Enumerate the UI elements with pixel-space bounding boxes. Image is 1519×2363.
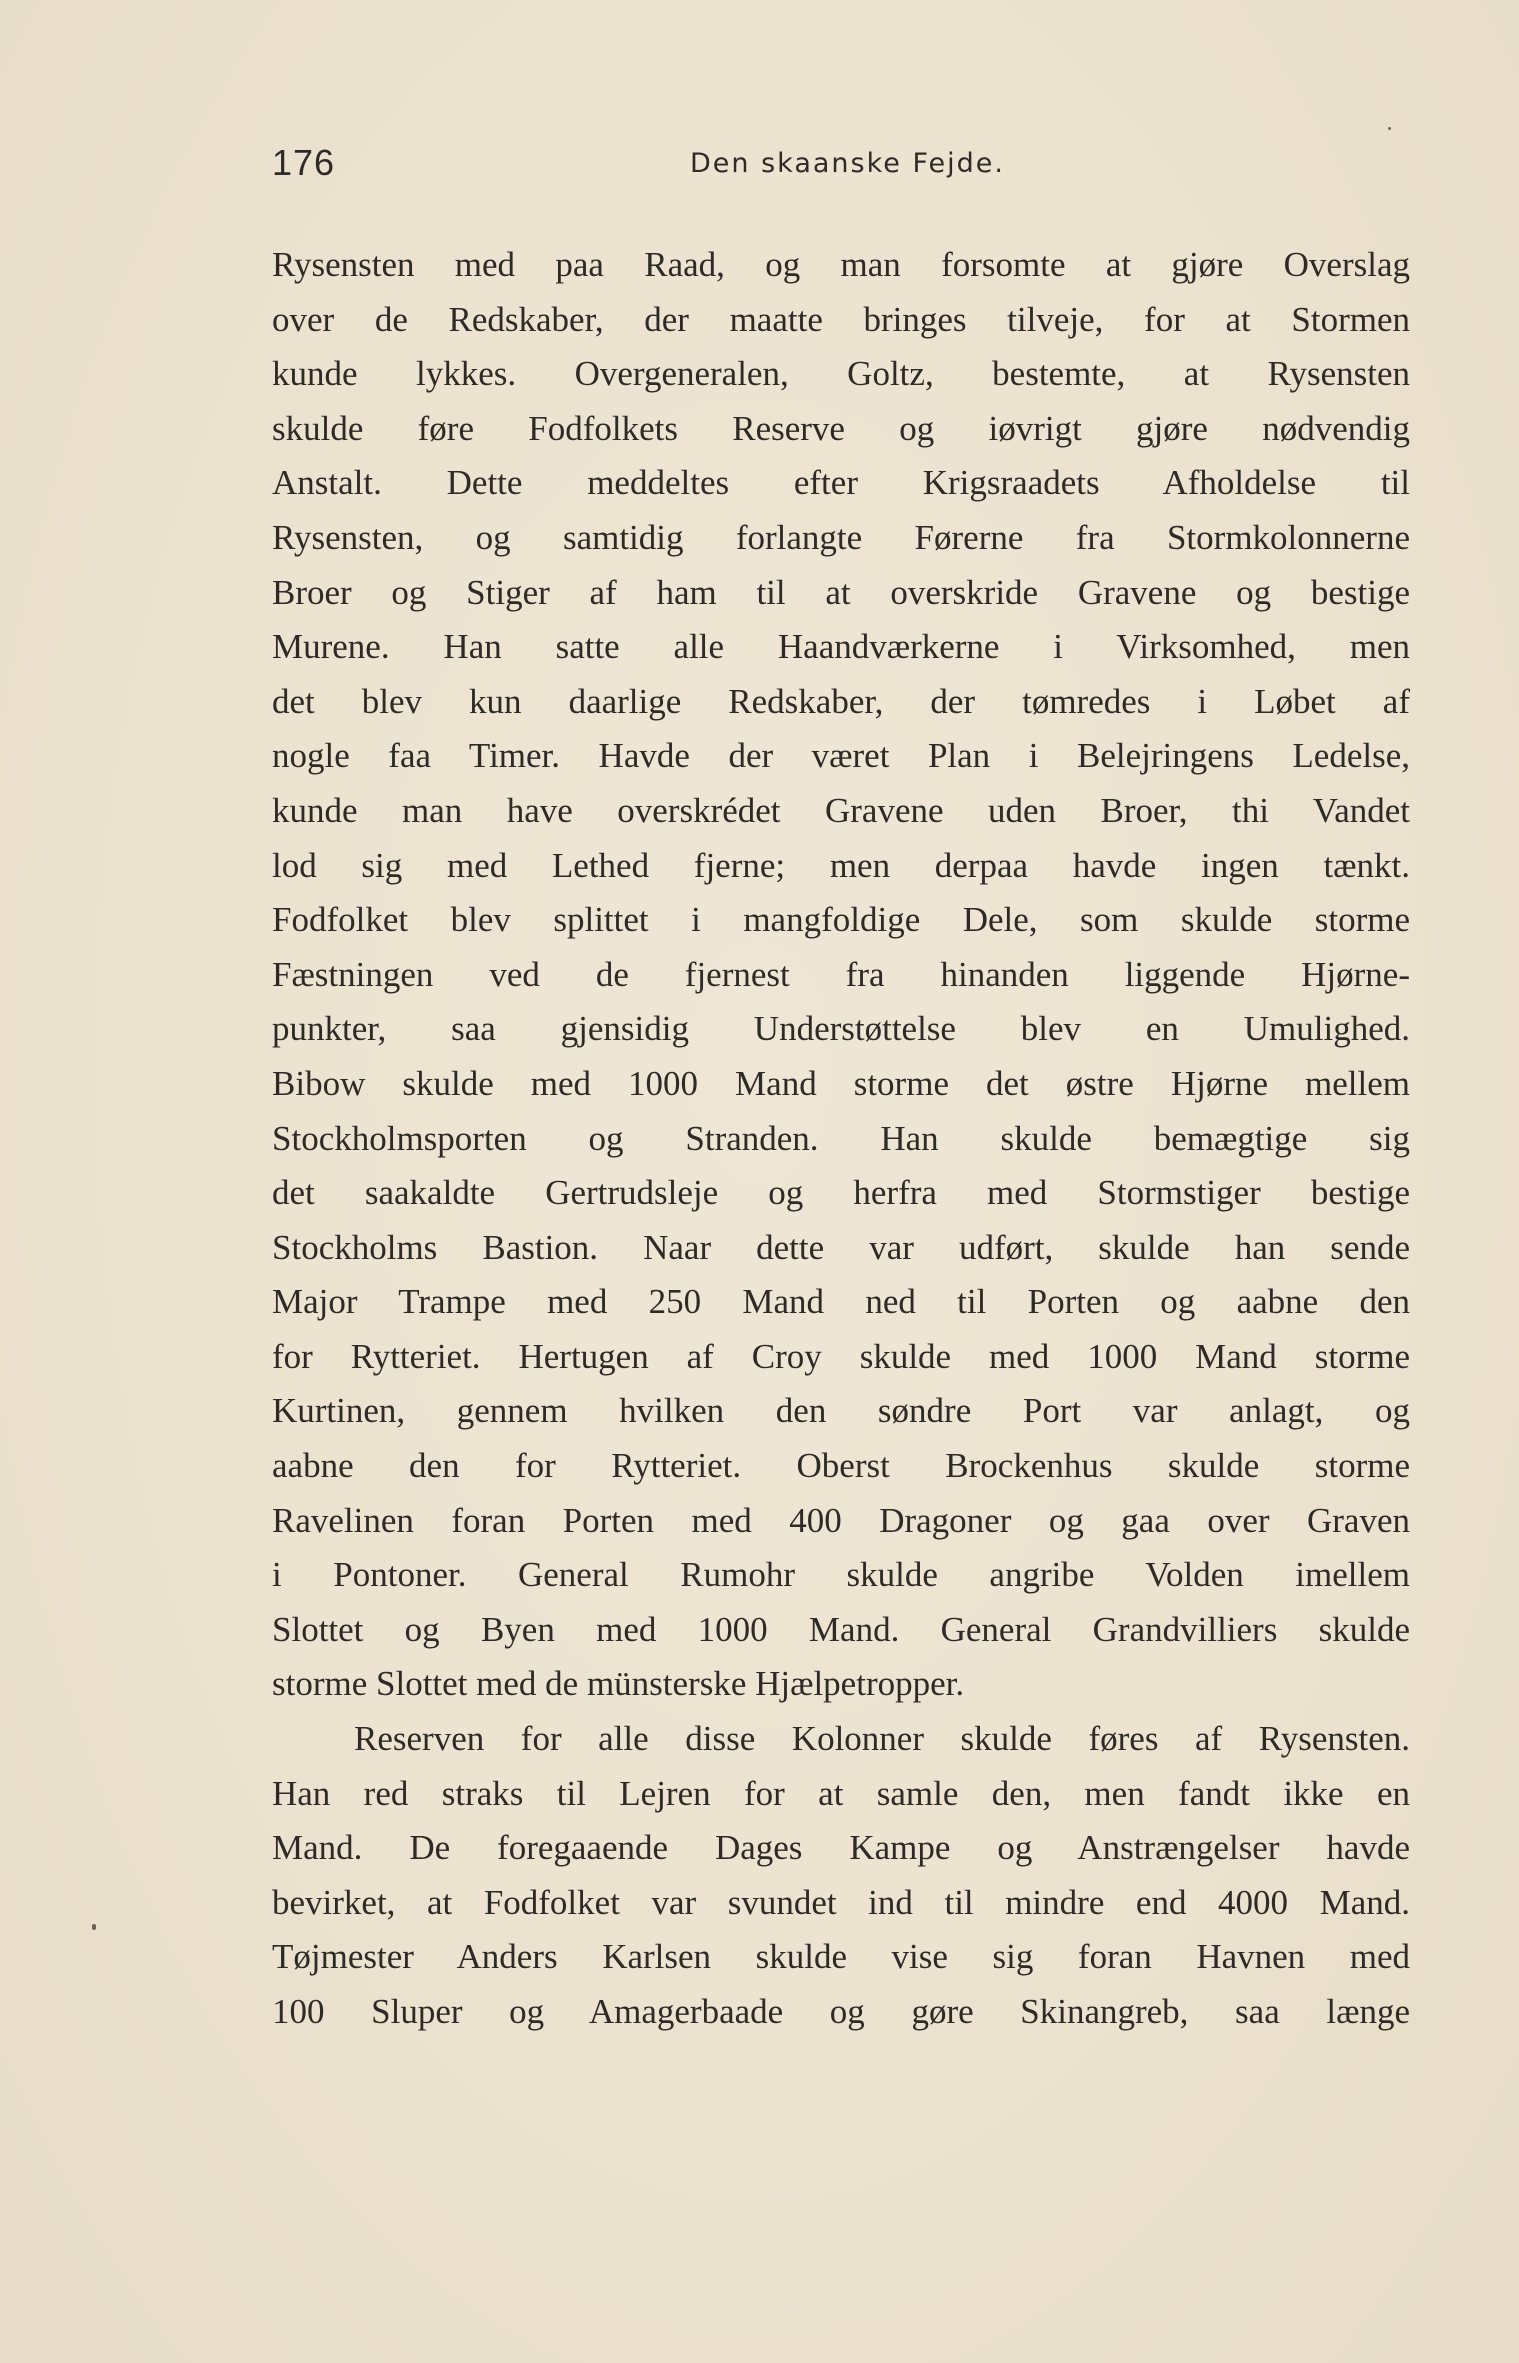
text-line: Stockholmsporten og Stranden. Han skulde bemægtige sig bbox=[272, 1118, 1410, 1158]
body-text bbox=[272, 238, 1410, 2040]
page-header bbox=[272, 142, 1412, 192]
page-number: 176 bbox=[272, 142, 336, 183]
text-line: Stockholms Bastion. Naar dette var udført, skulde han sende bbox=[272, 1227, 1410, 1267]
text-line: det saakaldte Gertrudsleje og herfra med Stormstiger bestige bbox=[272, 1173, 1410, 1213]
text-line: Fodfolket blev splittet i mangfoldige Dele, som skulde storme bbox=[272, 900, 1410, 940]
text-line: Reserven for alle disse Kolonner skulde føres af Rysensten. bbox=[354, 1719, 1410, 1759]
text-line: kunde lykkes. Overgeneralen, Goltz, bestemte, at Rysensten bbox=[272, 354, 1410, 394]
print-speck bbox=[1388, 127, 1391, 130]
text-line: punkter, saa gjensidig Understøttelse blev en Umulighed. bbox=[272, 1009, 1410, 1049]
text-line: Broer og Stiger af ham til at overskride Gravene og bestige bbox=[272, 572, 1410, 612]
text-line: Kurtinen, gennem hvilken den søndre Port var anlagt, og bbox=[272, 1391, 1410, 1431]
text-line: det blev kun daarlige Redskaber, der tømredes i Løbet af bbox=[272, 681, 1410, 721]
text-line: skulde føre Fodfolkets Reserve og iøvrigt gjøre nødvendig bbox=[272, 408, 1410, 448]
text-line: Murene. Han satte alle Haandværkerne i Virksomhed, men bbox=[272, 627, 1410, 667]
text-line: lod sig med Lethed fjerne; men derpaa havde ingen tænkt. bbox=[272, 845, 1410, 885]
text-line: for Rytteriet. Hertugen af Croy skulde med 1000 Mand storme bbox=[272, 1336, 1410, 1376]
text-line: Han red straks til Lejren for at samle den, men fandt ikke en bbox=[272, 1773, 1410, 1813]
text-line: Mand. De foregaaende Dages Kampe og Anstrængelser havde bbox=[272, 1828, 1410, 1868]
text-line: kunde man have overskrédet Gravene uden Broer, thi Vandet bbox=[272, 790, 1410, 830]
text-line: bevirket, at Fodfolket var svundet ind til mindre end 4000 Mand. bbox=[272, 1882, 1410, 1922]
text-line: aabne den for Rytteriet. Oberst Brockenhus skulde storme bbox=[272, 1446, 1410, 1486]
text-line: Anstalt. Dette meddeltes efter Krigsraadets Afholdelse til bbox=[272, 463, 1410, 503]
text-line: 100 Sluper og Amagerbaade og gøre Skinangreb, saa længe bbox=[272, 1992, 1410, 2031]
running-title: Den skaanske Fejde. bbox=[690, 148, 1005, 179]
text-line: nogle faa Timer. Havde der været Plan i Belejringens Ledelse, bbox=[272, 736, 1410, 776]
text-line: Rysensten med paa Raad, og man forsomte at gjøre Overslag bbox=[272, 245, 1410, 284]
text-line: storme Slottet med de münsterske Hjælpetropper. bbox=[272, 1664, 965, 1704]
text-line: Slottet og Byen med 1000 Mand. General Grandvilliers skulde bbox=[272, 1609, 1410, 1649]
text-line: Fæstningen ved de fjernest fra hinanden liggende Hjørne- bbox=[272, 954, 1410, 994]
text-line: Bibow skulde med 1000 Mand storme det østre Hjørne mellem bbox=[272, 1063, 1410, 1103]
text-line: Tøjmester Anders Karlsen skulde vise sig foran Havnen med bbox=[272, 1937, 1410, 1977]
text-line: Major Trampe med 250 Mand ned til Porten og aabne den bbox=[272, 1282, 1410, 1322]
text-line: i Pontoner. General Rumohr skulde angribe Volden imellem bbox=[272, 1555, 1410, 1595]
text-line: Ravelinen foran Porten med 400 Dragoner og gaa over Graven bbox=[272, 1500, 1410, 1540]
print-speck bbox=[92, 1924, 96, 1930]
text-line: Rysensten, og samtidig forlangte Førerne fra Stormkolonnerne bbox=[272, 517, 1410, 557]
text-line: over de Redskaber, der maatte bringes tilveje, for at Stormen bbox=[272, 299, 1410, 339]
